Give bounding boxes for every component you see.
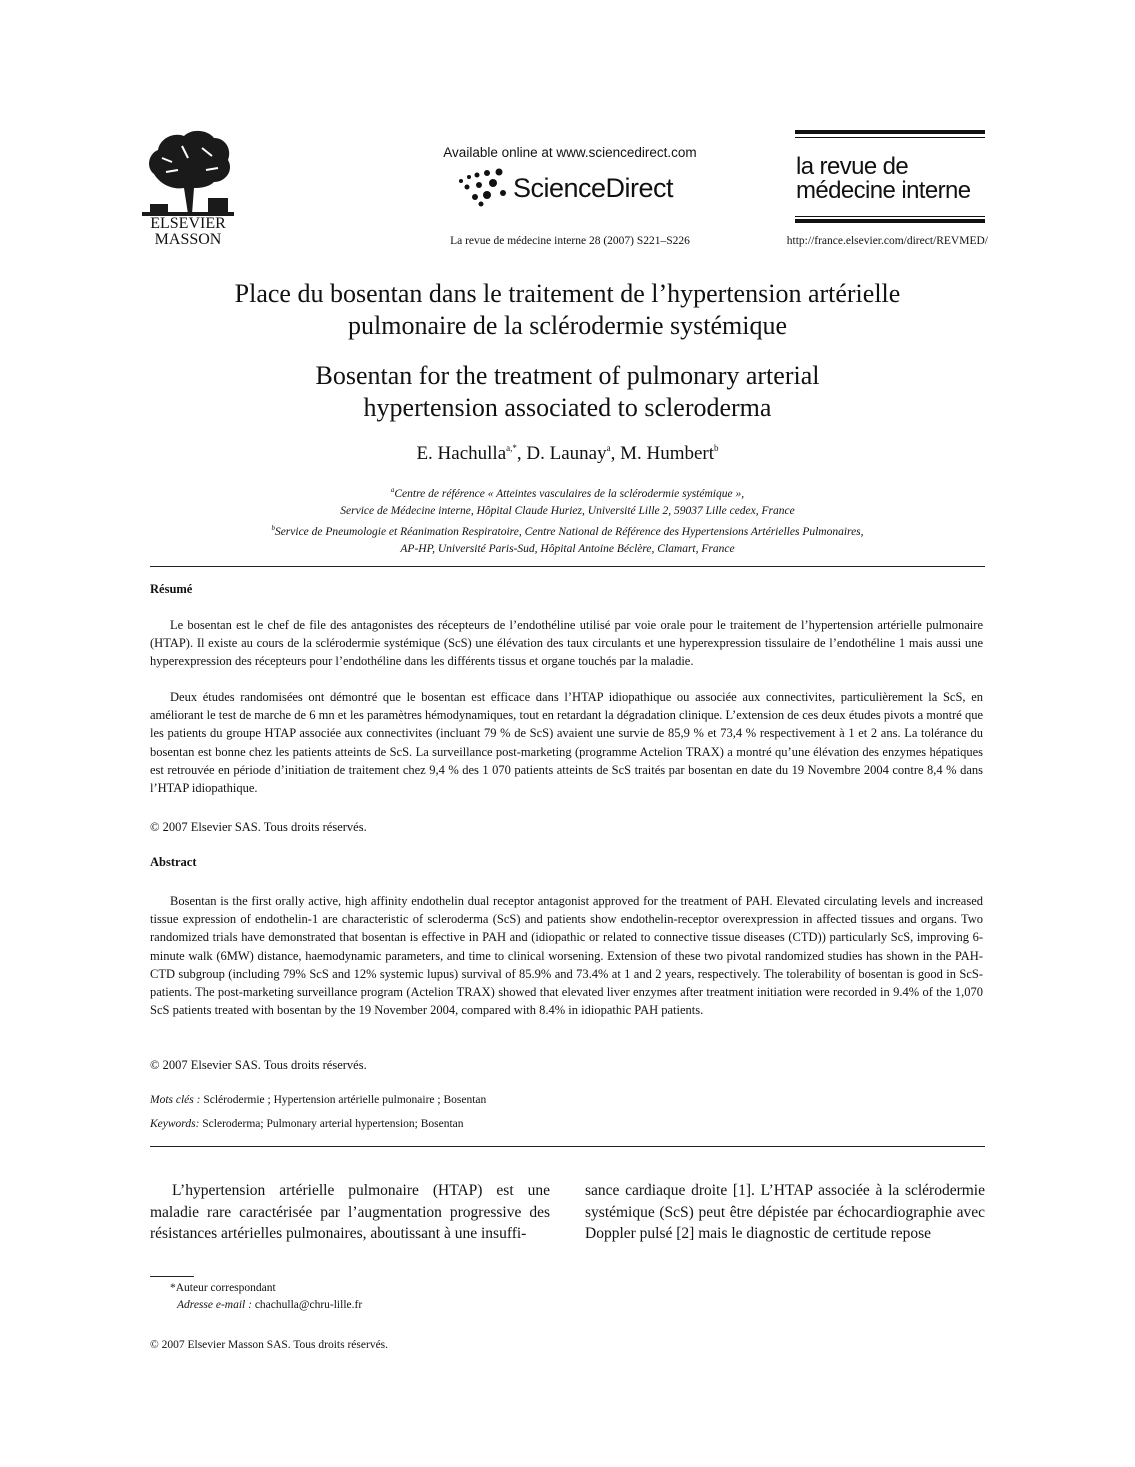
- journal-url[interactable]: http://france.elsevier.com/direct/REVMED/: [786, 235, 988, 247]
- footnote-email[interactable]: chachulla@chru-lille.fr: [254, 1299, 363, 1311]
- journal-top-rule-thin: [795, 137, 985, 138]
- author-affiliation-mark: a: [606, 443, 611, 453]
- title-en-line2: hypertension associated to scleroderma: [363, 393, 772, 422]
- sciencedirect-wordmark: ScienceDirect: [513, 173, 674, 203]
- keywords-fr-label: Mots clés :: [150, 1094, 201, 1106]
- affiliation-b-line1: Service de Pneumologie et Réanimation Respiratoire, Centre National de Référence des Hypertensions Artérielles Pulmonaires,: [274, 526, 864, 538]
- elsevier-masson-logo: [138, 128, 238, 253]
- footnote-email-line: [177, 1297, 362, 1314]
- abstract-heading: Abstract: [150, 855, 197, 869]
- resume-paragraph-1: Le bosentan est le chef de file des antagonistes des récepteurs de l’endothéline utilisé par voie orale pour le traitement de l’hypertension artérielle pulmonaire (HTAP). Il existe au cours de la sclérodermie systémique (ScS) une élévation des taux circulants et une hyperexpression tissulaire de l’endothéline 1 mais aussi une hyperexpression des récepteurs pour l’endothéline dans les différents tissus et organe touchés par la maladie.: [150, 618, 983, 669]
- keywords-en-label: Keywords:: [150, 1118, 200, 1130]
- journal-name: [796, 155, 986, 203]
- affiliation-b-line2: AP-HP, Université Paris-Sud, Hôpital Antoine Béclère, Clamart, France: [400, 543, 735, 555]
- affiliations: [100, 482, 1035, 558]
- author-affiliation-mark: a,*: [506, 443, 517, 453]
- elsevier-tree-icon: [142, 128, 234, 216]
- footer-copyright: © 2007 Elsevier Masson SAS. Tous droits réservés.: [150, 1339, 389, 1351]
- publisher-name-line1: ELSEVIER: [150, 215, 226, 232]
- title-fr-line2: pulmonaire de la sclérodermie systémique: [348, 311, 787, 340]
- author-list: E. Hachulla$^{a,*}$, D. Launay$^a$, M. Humbert$^b$: [416, 443, 719, 464]
- journal-top-rule: [795, 130, 985, 134]
- abstract-copyright: © 2007 Elsevier SAS. Tous droits réservés.: [150, 1058, 367, 1072]
- author-affiliation-mark: b: [714, 443, 719, 453]
- article-title-french: [100, 278, 1035, 342]
- journal-bottom-rule-thin: [795, 216, 985, 217]
- footnote-email-label: Adresse e-mail :: [177, 1299, 252, 1311]
- article-title-english: [100, 360, 1035, 424]
- journal-name-line2: médecine interne: [796, 177, 971, 204]
- journal-bottom-rule: [795, 219, 985, 223]
- author-name: E. Hachulla: [416, 443, 507, 464]
- journal-citation: La revue de médecine interne 28 (2007) S221–S226: [450, 235, 690, 247]
- keywords-fr-values: Sclérodermie ; Hypertension artérielle pulmonaire ; Bosentan: [203, 1094, 487, 1106]
- section-divider: [150, 1146, 985, 1147]
- affiliation-a-line1: Centre de référence « Atteintes vasculaires de la sclérodermie systémique »,: [394, 488, 745, 500]
- keywords-english: [150, 1118, 464, 1130]
- title-en-line1: Bosentan for the treatment of pulmonary arterial: [315, 361, 820, 390]
- footnote-rule: [150, 1276, 194, 1277]
- keywords-en-values: Scleroderma; Pulmonary arterial hypertension; Bosentan: [202, 1118, 464, 1130]
- keywords-french: [150, 1094, 486, 1106]
- title-fr-line1: Place du bosentan dans le traitement de l’hypertension artérielle: [234, 279, 901, 308]
- sciencedirect-logo: [455, 167, 695, 209]
- sciencedirect-dots-icon: [455, 167, 515, 207]
- section-divider: [150, 566, 985, 567]
- available-online-text: Available online at www.sciencedirect.com: [443, 145, 697, 160]
- footnote-corresponding: *Auteur correspondant: [170, 1282, 276, 1294]
- resume-paragraph-2: Deux études randomisées ont démontré que le bosentan est efficace dans l’HTAP idiopathique ou associée aux connectivites, particulièrement la ScS, en améliorant le test de marche de 6 mn et les paramètres hémodynamiques, tout en retardant la dégradation clinique. L’extension de ces deux études pivots a montré que les patients du groupe HTAP associée aux connectivites (incluant 79 % de ScS) avaient une survie de 85,9 % et 73,4 % respectivement à 1 et 2 ans. La tolérance du bosentan est bonne chez les patients atteints de ScS. La surveillance post-marketing (programme Actelion TRAX) a montré qu’une élévation des enzymes hépatiques est retrouvée en période d’initiation de traitement chez 9,4 % des 1 070 patients atteints de ScS traités par bosentan en date du 19 Novembre 2004 contre 8,4 % dans l’HTAP idiopathique.: [150, 690, 983, 796]
- abstract-paragraph: Bosentan is the first orally active, high affinity endothelin dual receptor antagonist approved for the treatment of PAH. Elevated circulating levels and increased tissue expression of endothelin-1 are characteristic of scleroderma (ScS) and patients show endothelin-receptor overexpression in affected tissues and organs. Two randomized trials have demonstrated that bosentan is effective in PAH and (idiopathic or related to connective tissue diseases (CTD)) particularly ScS, improving 6-minute walk (6MW) distance, haemodynamic parameters, and time to clinical worsening. Extension of these two pivotal randomized studies has shown in the PAH-CTD subgroup (including 79% ScS and 12% systemic lupus) survival of 85.9% and 73.4% at 1 and 2 years, respectively. The tolerability of bosentan is good in ScS-patients. The post-marketing surveillance program (Actelion TRAX) showed that elevated liver enzymes after treatment initiation were recorded in 9.4% of the 1,070 ScS patients treated with bosentan by the 19 November 2004, compared with 8.4% in idiopathic PAH patients.: [150, 894, 983, 1018]
- resume-heading: Résumé: [150, 582, 193, 596]
- affiliation-b-mark: b: [271, 524, 275, 532]
- author-name: D. Launay: [526, 443, 607, 464]
- affiliation-a-mark: a: [390, 486, 395, 494]
- body-column-right: sance cardiaque droite [1]. L’HTAP associée à la sclérodermie systémique (ScS) peut être dépistée par échocardiographie avec Doppler pulsé [2] mais le diagnostic de certitude repose: [585, 1182, 985, 1242]
- resume-copyright: © 2007 Elsevier SAS. Tous droits réservés.: [150, 820, 367, 834]
- journal-name-line1: la revue de: [796, 153, 909, 180]
- affiliation-a-line2: Service de Médecine interne, Hôpital Claude Huriez, Université Lille 2, 59037 Lille cedex, France: [340, 505, 795, 517]
- author-name: M. Humbert: [620, 443, 715, 464]
- publisher-name-line2: MASSON: [154, 231, 222, 248]
- body-column-left: L’hypertension artérielle pulmonaire (HTAP) est une maladie rare caractérisée par l’augmentation progressive des résistances artérielles pulmonaires, aboutissant à une insuffi-: [150, 1182, 550, 1242]
